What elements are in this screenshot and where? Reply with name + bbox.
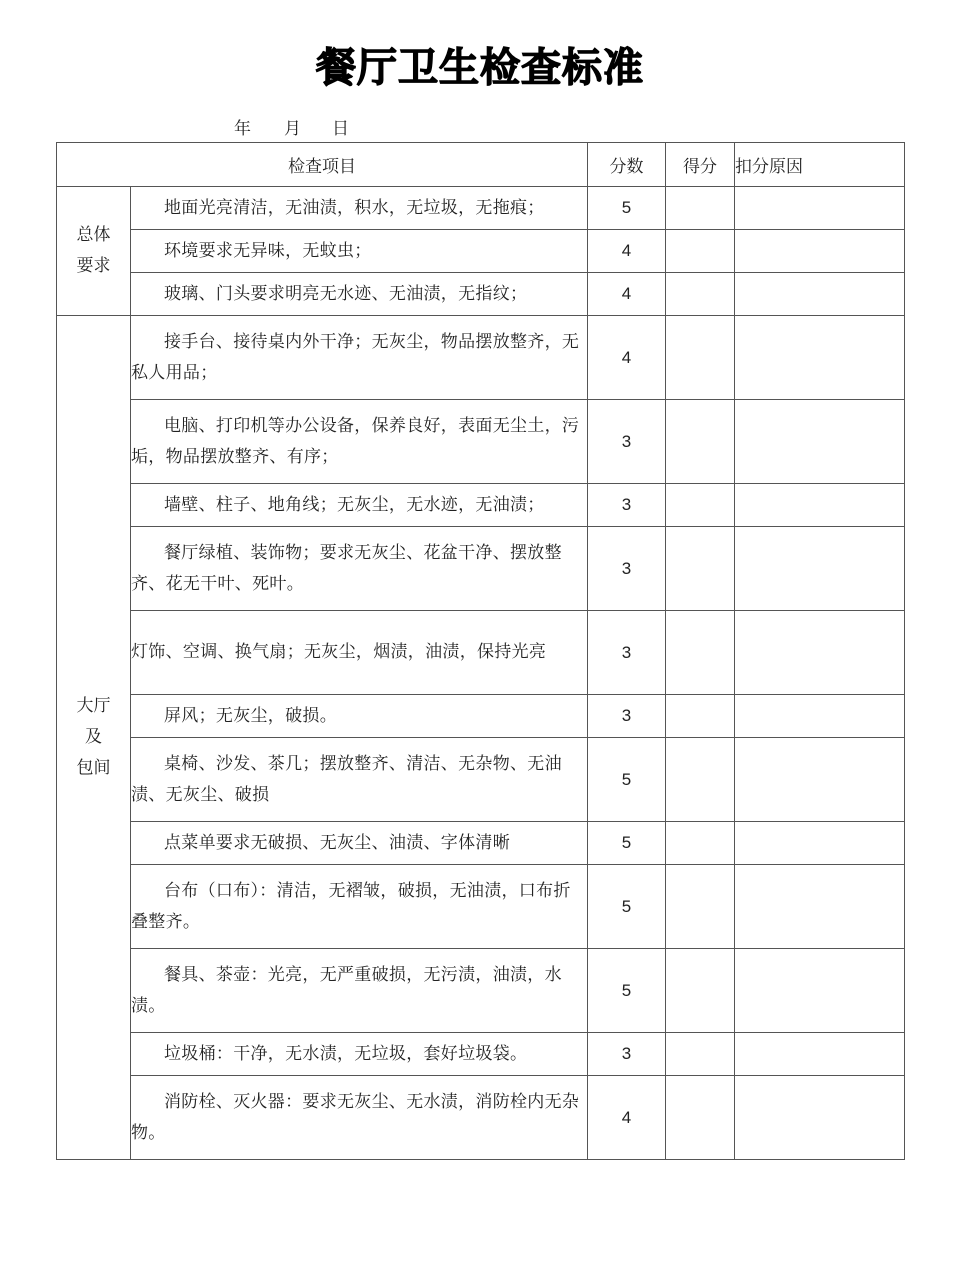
item-cell [131,527,588,611]
table-row [57,695,905,738]
table-header-row [57,143,905,187]
item-cell [131,230,588,273]
item-cell [131,949,588,1033]
category-cell [57,187,131,316]
table-row [57,1033,905,1076]
score-cell: 5 [588,949,666,1033]
category-label-line: 大厅 [76,696,111,716]
item-text: 墙壁、柱子、地角线；无灰尘，无水迹，无油渍； [164,494,545,515]
header-deduction-reason: 扣分原因 [735,143,905,187]
inspection-table [56,142,905,1160]
score-cell: 3 [588,695,666,738]
score-cell: 3 [588,611,666,695]
item-cell [131,400,588,484]
item-text: 餐厅绿植、装饰物；要求无灰尘、花盆干净、摆放整齐、花无干叶、死叶。 [131,542,562,594]
date-year-label: 年 [234,119,251,139]
got-score-cell[interactable] [666,187,735,230]
header-score: 分数 [588,143,666,187]
table-row [57,230,905,273]
got-score-cell[interactable] [666,273,735,316]
table-row [57,949,905,1033]
got-score-cell[interactable] [666,611,735,695]
table-row [57,484,905,527]
item-text: 垃圾桶：干净，无水渍，无垃圾，套好垃圾袋。 [164,1043,528,1064]
category-label-line: 包间 [76,758,111,778]
item-cell [131,738,588,822]
item-text: 点菜单要求无破损、无灰尘、油渍、字体清晰 [164,832,510,853]
deduction-reason-cell[interactable] [735,695,905,738]
item-text: 台布（口布）：清洁，无褶皱，破损，无油渍，口布折叠整齐。 [131,880,571,932]
item-text: 灯饰、空调、换气扇；无灰尘，烟渍，油渍，保持光亮 [131,642,547,662]
item-text: 接手台、接待桌内外干净；无灰尘，物品摆放整齐，无私人用品； [131,331,580,383]
deduction-reason-cell[interactable] [735,484,905,527]
item-cell [131,695,588,738]
got-score-cell[interactable] [666,316,735,400]
table-row [57,273,905,316]
item-text: 玻璃、门头要求明亮无水迹、无油渍，无指纹； [164,283,528,304]
deduction-reason-cell[interactable] [735,949,905,1033]
got-score-cell[interactable] [666,527,735,611]
got-score-cell[interactable] [666,695,735,738]
deduction-reason-cell[interactable] [735,822,905,865]
item-cell [131,1076,588,1160]
category-label-line: 总体 [76,225,111,245]
got-score-cell[interactable] [666,484,735,527]
score-cell: 4 [588,316,666,400]
table-row [57,738,905,822]
document-title: 餐厅卫生检查标准 [316,45,644,91]
item-text: 餐具、茶壶：光亮，无严重破损，无污渍，油渍，水渍。 [131,964,562,1016]
got-score-cell[interactable] [666,822,735,865]
deduction-reason-cell[interactable] [735,1076,905,1160]
score-cell: 4 [588,1076,666,1160]
table-row [57,611,905,695]
item-cell [131,187,588,230]
deduction-reason-cell[interactable] [735,611,905,695]
got-score-cell[interactable] [666,1033,735,1076]
table-row [57,865,905,949]
score-cell: 3 [588,484,666,527]
item-text: 地面光亮清洁，无油渍，积水，无垃圾，无拖痕； [164,197,545,218]
got-score-cell[interactable] [666,400,735,484]
score-cell: 5 [588,865,666,949]
item-cell [131,484,588,527]
deduction-reason-cell[interactable] [735,230,905,273]
category-label-line: 要求 [76,256,111,276]
item-cell [131,273,588,316]
deduction-reason-cell[interactable] [735,1033,905,1076]
table-row [57,187,905,230]
deduction-reason-cell[interactable] [735,865,905,949]
score-cell: 4 [588,230,666,273]
score-cell: 5 [588,822,666,865]
item-text: 屏风；无灰尘，破损。 [164,705,337,726]
deduction-reason-cell[interactable] [735,738,905,822]
date-line [234,114,362,139]
got-score-cell[interactable] [666,865,735,949]
deduction-reason-cell[interactable] [735,316,905,400]
item-cell [131,865,588,949]
deduction-reason-cell[interactable] [735,187,905,230]
score-cell: 4 [588,273,666,316]
date-month-label: 月 [284,119,301,139]
item-text: 电脑、打印机等办公设备，保养良好，表面无尘土，污垢，物品摆放整齐、有序； [131,415,580,467]
item-cell [131,822,588,865]
item-text: 环境要求无异味，无蚊虫； [164,240,372,261]
header-got-score: 得分 [666,143,735,187]
item-cell [131,316,588,400]
got-score-cell[interactable] [666,230,735,273]
table-row [57,1076,905,1160]
score-cell: 3 [588,527,666,611]
score-cell: 3 [588,1033,666,1076]
table-row [57,822,905,865]
got-score-cell[interactable] [666,1076,735,1160]
header-item: 检查项目 [57,143,588,187]
category-cell [57,316,131,1160]
table-row [57,316,905,400]
item-text: 桌椅、沙发、茶几；摆放整齐、清洁、无杂物、无油渍、无灰尘、破损 [131,753,562,805]
table-row [57,527,905,611]
got-score-cell[interactable] [666,738,735,822]
item-cell [131,611,588,695]
item-text: 消防栓、灭火器：要求无灰尘、无水渍，消防栓内无杂物。 [131,1091,580,1143]
table-row [57,400,905,484]
item-cell [131,1033,588,1076]
deduction-reason-cell[interactable] [735,273,905,316]
score-cell: 3 [588,400,666,484]
score-cell: 5 [588,187,666,230]
got-score-cell[interactable] [666,949,735,1033]
deduction-reason-cell[interactable] [735,527,905,611]
deduction-reason-cell[interactable] [735,400,905,484]
date-day-label: 日 [332,119,349,139]
category-label-line: 及 [85,727,102,747]
score-cell: 5 [588,738,666,822]
